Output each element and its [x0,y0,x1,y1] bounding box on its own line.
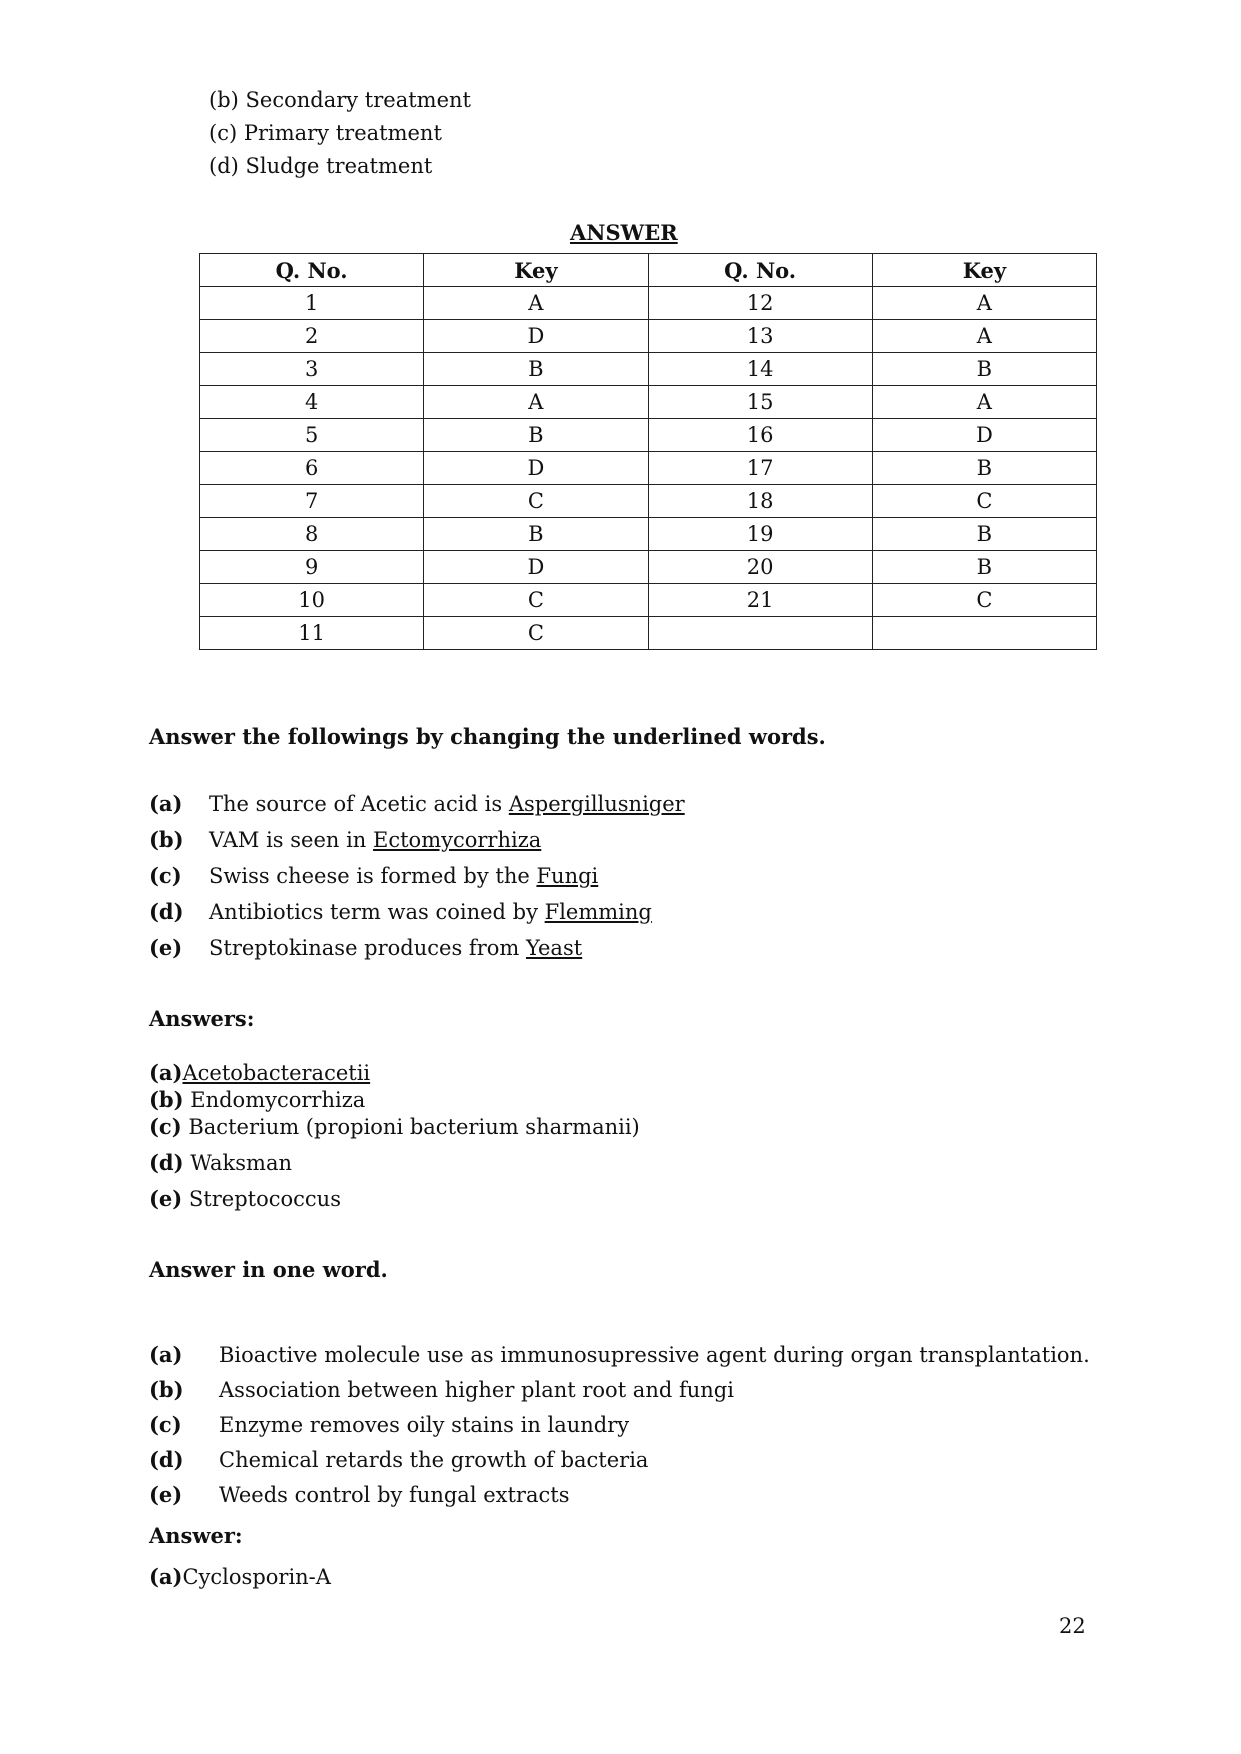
qno-cell: 18 [648,485,872,518]
s1-question-d [149,899,652,925]
question-label: (a) [149,1342,183,1367]
question-label: (c) [149,863,182,888]
question-text: VAM is seen in [209,828,374,852]
qno-cell: 14 [648,353,872,386]
table-row [200,452,1097,485]
underlined-term: Aspergillusniger [508,792,685,816]
table-header-row [200,254,1097,287]
key-cell: B [872,452,1096,485]
table-row [200,617,1097,650]
answer-label: (b) [149,1087,184,1112]
key-cell: C [424,485,648,518]
key-cell: A [872,386,1096,419]
page-number: 22 [1059,1614,1086,1638]
s2-answer-a [149,1564,331,1590]
option-b: (b) Secondary treatment [209,88,471,112]
s2-question-d [149,1447,648,1473]
answer-label: (a) [149,1060,183,1085]
key-cell: B [872,518,1096,551]
answer-text: Cyclosporin-A [182,1565,331,1589]
section1-heading: Answer the followings by changing the underlined words. [149,724,826,749]
key-cell: A [424,287,648,320]
qno-cell: 12 [648,287,872,320]
s2-question-e [149,1482,569,1508]
qno-cell: 15 [648,386,872,419]
key-cell: C [424,584,648,617]
s2-question-a [149,1342,1090,1368]
qno-cell: 19 [648,518,872,551]
question-label: (a) [149,791,183,816]
s1-answer-e [149,1186,341,1212]
key-cell: B [872,551,1096,584]
header-qno-1: Q. No. [200,254,424,287]
section2-heading: Answer in one word. [149,1257,388,1282]
answer-title: ANSWER [570,220,678,245]
key-cell: B [424,419,648,452]
s1-answer-c [149,1114,640,1140]
key-cell: B [872,353,1096,386]
qno-cell: 8 [200,518,424,551]
underlined-term: Yeast [525,936,583,960]
table-row [200,584,1097,617]
qno-cell: 11 [200,617,424,650]
key-cell: C [872,485,1096,518]
key-cell: A [424,386,648,419]
answer-label: (d) [149,1150,184,1175]
qno-cell: 17 [648,452,872,485]
header-key-2: Key [872,254,1096,287]
key-cell: D [424,452,648,485]
answer-text: Endomycorrhiza [190,1088,366,1112]
qno-cell: 1 [200,287,424,320]
question-text: Streptokinase produces from [209,936,526,960]
question-label: (d) [149,1447,184,1472]
qno-cell: 20 [648,551,872,584]
table-row [200,419,1097,452]
table-row [200,518,1097,551]
qno-cell: 16 [648,419,872,452]
key-cell: D [872,419,1096,452]
answer-label: (a) [149,1564,183,1589]
question-label: (b) [149,1377,184,1402]
qno-cell: 5 [200,419,424,452]
question-text: Antibiotics term was coined by [209,900,545,924]
key-cell: C [872,584,1096,617]
underlined-term: Fungi [536,864,599,888]
qno-cell: 7 [200,485,424,518]
question-text: Swiss cheese is formed by the [209,864,537,888]
option-d: (d) Sludge treatment [209,154,433,178]
answer-text: Bacterium (propioni bacterium sharmanii) [188,1115,640,1139]
answer-label: (c) [149,1114,182,1139]
question-text: Weeds control by fungal extracts [219,1483,570,1507]
key-cell: B [424,518,648,551]
answer-text: Waksman [190,1151,292,1175]
key-cell: A [872,320,1096,353]
answer-key-table [199,253,1097,650]
question-text: Enzyme removes oily stains in laundry [219,1413,630,1437]
table-row [200,353,1097,386]
question-label: (d) [149,899,184,924]
s2-question-b [149,1377,734,1403]
key-cell: B [424,353,648,386]
s1-answer-d [149,1150,292,1176]
s1-question-b [149,827,541,853]
answers-heading: Answers: [149,1006,255,1031]
header-key-1: Key [424,254,648,287]
qno-cell: 3 [200,353,424,386]
qno-cell: 4 [200,386,424,419]
option-c: (c) Primary treatment [209,121,442,145]
s1-question-c [149,863,598,889]
table-row [200,320,1097,353]
table-row [200,287,1097,320]
qno-cell: 13 [648,320,872,353]
question-text: Chemical retards the growth of bacteria [219,1448,649,1472]
question-text: The source of Acetic acid is [209,792,509,816]
question-label: (c) [149,1412,182,1437]
question-label: (e) [149,935,183,960]
qno-cell: 21 [648,584,872,617]
answer-label: (e) [149,1186,183,1211]
table-row [200,551,1097,584]
underlined-term: Flemming [544,900,652,924]
question-text: Association between higher plant root and fungi [219,1378,734,1402]
qno-cell: 10 [200,584,424,617]
answer-text: Acetobacteracetii [182,1061,371,1085]
question-label: (b) [149,827,184,852]
qno-cell: 2 [200,320,424,353]
s1-answer-b [149,1087,365,1113]
underlined-term: Ectomycorrhiza [373,828,542,852]
qno-cell [648,617,872,650]
s2-question-c [149,1412,629,1438]
qno-cell: 6 [200,452,424,485]
key-cell: C [424,617,648,650]
answer-heading: Answer: [149,1523,243,1548]
key-cell: A [872,287,1096,320]
question-text: Bioactive molecule use as immunosupressive agent during organ transplantation. [219,1343,1090,1367]
qno-cell: 9 [200,551,424,584]
question-label: (e) [149,1482,183,1507]
s1-question-a [149,791,685,817]
s1-question-e [149,935,582,961]
s1-answer-a [149,1060,370,1086]
table-row [200,485,1097,518]
table-row [200,386,1097,419]
key-cell: D [424,551,648,584]
header-qno-2: Q. No. [648,254,872,287]
key-cell [872,617,1096,650]
answer-text: Streptococcus [188,1187,341,1211]
key-cell: D [424,320,648,353]
